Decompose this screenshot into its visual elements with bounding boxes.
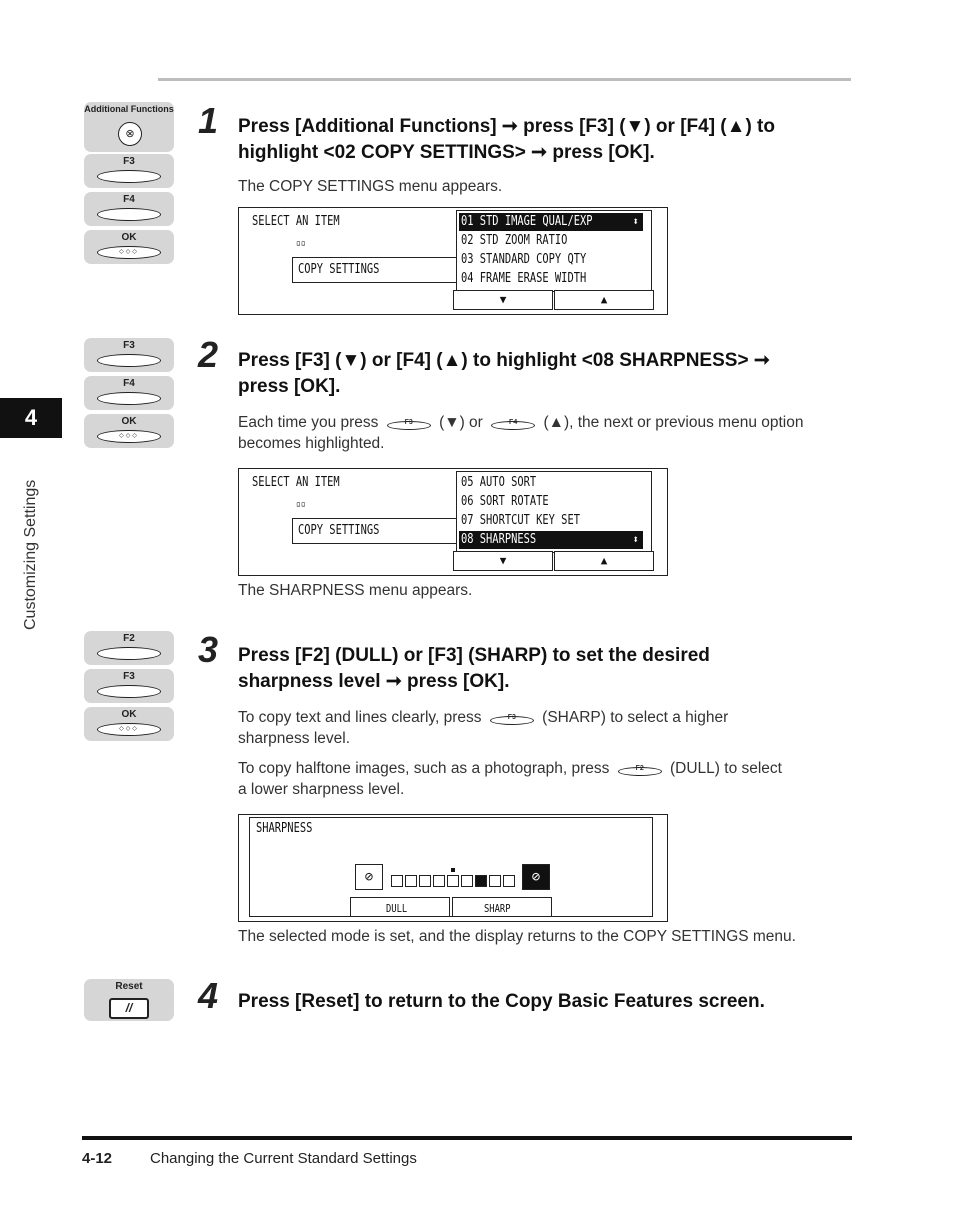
sharpness-scale (391, 875, 519, 889)
f3-inline-key: F3 (385, 416, 433, 430)
step-text: The COPY SETTINGS menu appears. (238, 178, 503, 195)
f4-key: F4 (84, 376, 174, 410)
step-heading: Press [F3] (▼) or [F4] (▲) to highlight <08 SHARPNESS> ➞ press [OK]. (238, 350, 770, 397)
side-label: Customizing Settings (22, 479, 39, 630)
dull-icon: ⊘ (355, 864, 383, 890)
sharpness-level-square (503, 875, 515, 887)
sharpness-level-square (391, 875, 403, 887)
menu-item: 06 SORT ROTATE (461, 494, 549, 509)
f4-inline-key: F4 (489, 416, 537, 430)
f3-key: F3 (84, 338, 174, 372)
menu-item: 02 STD ZOOM RATIO (461, 233, 568, 248)
chapter-tab: 4 (0, 398, 62, 438)
lcd-screen-sharpness: SHARPNESS ⊘ ⊘ DULL SHARP (238, 814, 668, 922)
sharpness-level-square (433, 875, 445, 887)
step-heading: Press [Reset] to return to the Copy Basic Features screen. (238, 991, 765, 1012)
ok-key: OK ◇◇◇ (84, 230, 174, 264)
step-text: To copy halftone images, such as a photograph, press F2 (DULL) to select a lower sharpness level. (238, 760, 782, 798)
step-text: To copy text and lines clearly, press F3 (SHARP) to select a higher sharpness level. (238, 709, 729, 747)
f2-key: F2 (84, 631, 174, 665)
step-heading: Press [F2] (DULL) or [F3] (SHARP) to set the desired sharpness level ➞ press [OK]. (238, 645, 710, 692)
sharpness-level-square (405, 875, 417, 887)
reset-icon: // (109, 998, 149, 1019)
footer-title: Changing the Current Standard Settings (150, 1150, 417, 1167)
lcd-screen-select-item: SELECT AN ITEM ▫▫ COPY SETTINGS 05 AUTO SORT 06 SORT ROTATE 07 SHORTCUT KEY SET 08 SHARPNESS ⬍ ▼ ▲ (238, 468, 668, 576)
lcd-dull-button: DULL (350, 897, 450, 917)
menu-item: 08 SHARPNESS ⬍ (459, 531, 643, 549)
f3-key: F3 (84, 669, 174, 703)
lcd-screen-select-item: SELECT AN ITEM ▫▫ COPY SETTINGS 01 STD IMAGE QUAL/EXP ⬍ 02 STD ZOOM RATIO 03 STANDARD COPY QTY 04 FRAME ERASE WIDTH ▼ ▲ (238, 207, 668, 315)
sharpness-level-square (447, 875, 459, 887)
sharp-icon: ⊘ (522, 864, 550, 890)
sharpness-level-square (419, 875, 431, 887)
additional-functions-key: Additional Functions ⊗ (84, 102, 174, 152)
step-number: 4 (198, 975, 219, 1016)
f2-inline-key: F2 (616, 762, 664, 776)
step-number: 3 (198, 629, 219, 670)
sharpness-level-square (489, 875, 501, 887)
menu-list (456, 471, 652, 553)
bottom-rule (82, 1136, 852, 1140)
step-result-text: The selected mode is set, and the display returns to the COPY SETTINGS menu. (238, 928, 796, 945)
sharpness-level-square (461, 875, 473, 887)
lcd-down-button: ▼ (453, 551, 553, 571)
menu-item: 04 FRAME ERASE WIDTH (461, 271, 587, 286)
page-number: 4-12 (82, 1150, 113, 1167)
step-heading: Press [Additional Functions] ➞ press [F3] (▼) or [F4] (▲) to highlight <02 COPY SETTINGS> ➞ press [OK]. (238, 116, 775, 163)
ok-key: OK ◇◇◇ (84, 707, 174, 741)
menu-item: 07 SHORTCUT KEY SET (461, 513, 580, 528)
step-number: 1 (198, 100, 219, 141)
step-text: Each time you press F3 (▼) or F4 (▲), the next or previous menu option becomes highlighted. (238, 414, 804, 452)
step-number: 2 (198, 334, 219, 375)
f4-key: F4 (84, 192, 174, 226)
sharpness-default-marker (451, 868, 455, 872)
top-rule (158, 78, 851, 81)
menu-item: 03 STANDARD COPY QTY (461, 252, 587, 267)
f3-key: F3 (84, 154, 174, 188)
lcd-sharp-button: SHARP (452, 897, 552, 917)
additional-functions-icon: ⊗ (118, 122, 142, 146)
lcd-down-button: ▼ (453, 290, 553, 310)
reset-key: Reset // (84, 979, 174, 1021)
lcd-up-button: ▲ (554, 290, 654, 310)
sharpness-level-square (475, 875, 487, 887)
f3-inline-key: F3 (488, 711, 536, 725)
menu-item: 05 AUTO SORT (461, 475, 537, 490)
step-result-text: The SHARPNESS menu appears. (238, 582, 473, 599)
ok-key: OK ◇◇◇ (84, 414, 174, 448)
lcd-up-button: ▲ (554, 551, 654, 571)
menu-item: 01 STD IMAGE QUAL/EXP ⬍ (459, 213, 643, 231)
menu-list (456, 210, 652, 292)
